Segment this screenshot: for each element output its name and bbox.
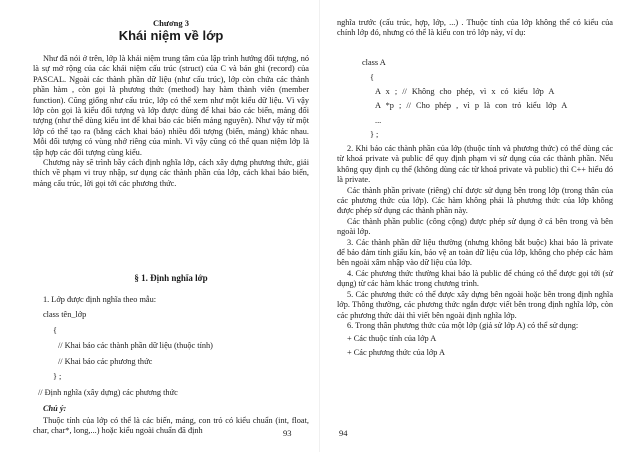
page-number-right: 94 (339, 428, 348, 438)
code-line: A *p ; // Cho phép , vì p là con trỏ kiểu lớp A (375, 101, 568, 110)
chapter-label: Chương 3 (152, 18, 190, 28)
rules-text (337, 144, 613, 358)
gutter (319, 0, 320, 452)
code-line: class tên_lớp (43, 310, 87, 319)
note-label: Chú ý: (43, 404, 67, 413)
rule-paragraph: 3. Các thành phần dữ liệu thường (nhưng không bắt buộc) khai báo là private để bảo đảm tính giấu kín, bảo vệ an toàn dữ liệu của lớp, không cho phép các hàm bên ngoài xâm nhập vào dữ liệu của lớp. (337, 237, 613, 268)
page-number-left: 93 (283, 428, 292, 438)
intro-paragraph: Chương này sẽ trình bầy cách định nghĩa lớp, cách xây dựng phương thức, giải thích về phạm vi truy nhập, sư dụng các thành phần của lớp, cách khai báo biến, mảng cấu trúc, lời gọi tới các phương thức. (33, 158, 309, 188)
left-page (33, 0, 309, 452)
rule-paragraph: Các thành phần private (riêng) chỉ được sử dụng bên trong lớp (trong thân của các phương thức của lớp). Các hàm không phải là phương thức của lớp không được phép sử dụng các thành phần này. (337, 185, 613, 216)
rule-paragraph: 4. Các phương thức thường khai báo là public để chúng có thể được gọi tới (sử dụng) từ các hàm khác trong chương trình. (337, 268, 613, 289)
code-line: class A (362, 58, 386, 67)
code-line: ... (375, 116, 382, 125)
rule-paragraph: 2. Khi báo các thành phần của lớp (thuộc tính và phương thức) có thể dùng các từ khoá private và public để quy định phạm vi sử dụng của các thành phần. Nếu không quy định cụ thể (không dùng các từ khoá private và public) thì C++ hiểu đó là private. (337, 144, 613, 185)
definition-line: 1. Lớp được định nghĩa theo mẫu: (43, 295, 157, 304)
top-paragraph: nghĩa trước (cấu trúc, hợp, lớp, ...) . Thuộc tính của lớp không thể có kiểu của chính lớp đó, nhưng có thể là kiểu con trỏ lớp này, ví dụ: (337, 18, 613, 38)
rule-paragraph: 6. Trong thân phương thức của một lớp (giả sử lớp A) có thể sử dụng: (347, 320, 579, 330)
code-line: // Định nghĩa (xây dựng) các phương thức (38, 388, 178, 397)
code-line: // Khai báo các phương thức (58, 357, 153, 366)
right-page (337, 0, 613, 452)
code-line: } ; (370, 130, 379, 139)
code-line: { (370, 73, 374, 82)
rule-paragraph: 5. Các phương thức có thể được xây dựng bên ngoài hoặc bên trong định nghĩa lớp. Thông thường, các phương thức ngắn được viết bên trong định nghĩa lớp, còn các phương thức dài thì viết bên ngoài định nghĩa lớp. (337, 289, 613, 320)
code-line: A x ; // Không cho phép, vì x có kiểu lớp A (375, 87, 555, 96)
section-heading: § 1. Định nghĩa lớp (134, 273, 208, 283)
note-text-block (33, 416, 309, 437)
code-line: { (53, 326, 57, 335)
top-paragraph-block (337, 18, 613, 39)
intro-paragraph: Như đã nói ở trên, lớp là khái niệm trung tâm của lập trình hướng đối tượng, nó là sự mở rộng của các khái niệm cấu trúc (struct) của C và bản ghi (record) của PASCAL. Ngoài các thành phần dữ liệu (như cấu trúc), lớp còn chứa các thành phần hàm , còn gọi là phương thức (method) hay hàm thành viên (member function). Cũng giống như cấu trúc, lớp có thể xem như một kiểu dữ liệu. Vì vậy lớp còn gọi là kiểu đối tượng và lớp được dùng để khai báo các biến, mảng đối tượng (như thể dùng kiểu int để khai báo các biến mảng nguyên). Như vậy từ một lớp có thể tạo ra (bằng cách khai báo) nhiều đối tượng (biến, mảng) khác nhau. Mỗi đối tượng có vùng nhớ riêng của mình. Vì vậy cũng có thể quan niệm lớp là tập hợp các đối tượng cùng kiểu. (33, 54, 309, 157)
list-item: + Các phương thức của lớp A (347, 347, 446, 357)
intro-text (33, 54, 309, 189)
note-text: Thuộc tính của lớp có thể là các biến, mảng, con trỏ có kiểu chuẩn (int, float, char, char*, long,...) hoặc kiểu ngoài chuẩn đã định (33, 416, 309, 436)
list-item: + Các thuộc tính của lớp A (347, 334, 437, 344)
rule-paragraph: Các thành phần public (công cộng) được phép sử dụng ở cả bên trong và bên ngoài lớp. (337, 216, 613, 237)
code-line: } ; (53, 372, 62, 381)
chapter-title: Khái niệm về lớp (118, 28, 224, 43)
code-line: // Khai báo các thành phần dữ liệu (thuộc tính) (58, 341, 213, 350)
